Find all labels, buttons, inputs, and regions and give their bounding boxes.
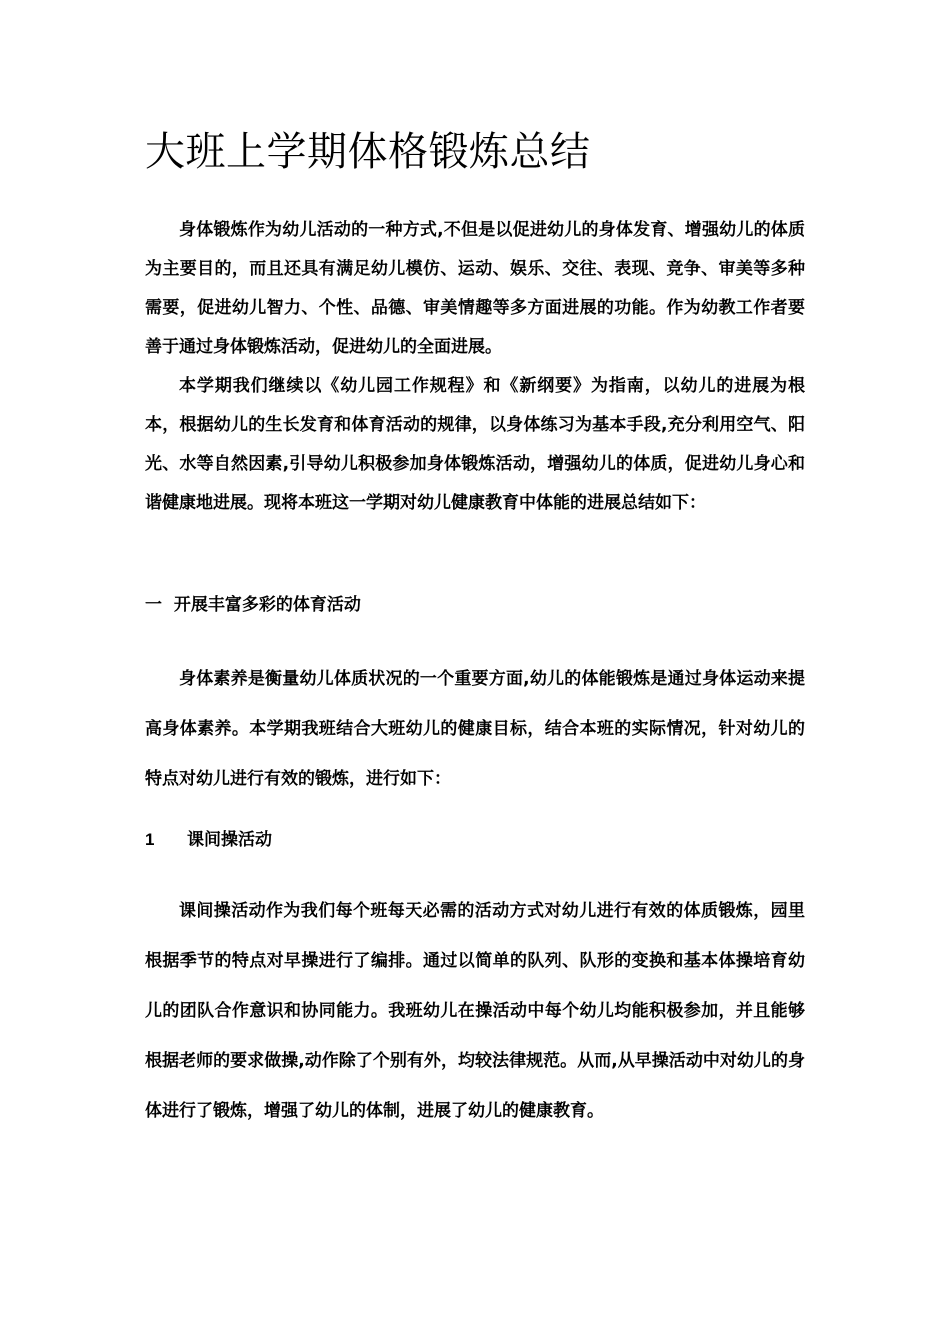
subsection-heading xyxy=(145,825,272,855)
subsection-title: 课间操活动 xyxy=(187,830,272,850)
fitness-paragraph: 身体素养是衡量幼儿体质状况的一个重要方面,幼儿的体能锻炼是通过身体运动来提高身体素养。本学期我班结合大班幼儿的健康目标，结合本班的实际情况，针对幼儿的特点对幼儿进行有效的锻炼，进行如下： xyxy=(145,669,805,789)
section-heading: 一 开展丰富多彩的体育活动 xyxy=(145,595,361,615)
subsection-number: 1 xyxy=(145,830,155,849)
intro-paragraph: 身体锻炼作为幼儿活动的一种方式,不但是以促进幼儿的身体发育、增强幼儿的体质为主要目的，而且还具有满足幼儿模仿、运动、娱乐、交往、表现、竞争、审美等多种需要，促进幼儿智力、个性、品德、审美情趣等多方面进展的功能。作为幼教工作者要善于通过身体锻炼活动，促进幼儿的全面进展。 xyxy=(145,220,805,357)
plan-paragraph: 本学期我们继续以《幼儿园工作规程》和《新纲要》为指南，以幼儿的进展为根本，根据幼儿的生长发育和体育活动的规律，以身体练习为基本手段,充分利用空气、阳光、水等自然因素,引导幼儿积极参加身体锻炼活动，增强幼儿的体质，促进幼儿身心和谐健康地进展。现将本班这一学期对幼儿健康教育中体能的进展总结如下： xyxy=(145,376,805,513)
exercise-paragraph: 课间操活动作为我们每个班每天必需的活动方式对幼儿进行有效的体质锻炼，园里根据季节的特点对早操进行了编排。通过以简单的队列、队形的变换和基本体操培育幼儿的团队合作意识和协同能力。我班幼儿在操活动中每个幼儿均能积极参加，并且能够根据老师的要求做操,动作除了个别有外，均较法律规范。从而,从早操活动中对幼儿的身体进行了锻炼，增强了幼儿的体制，进展了幼儿的健康教育。 xyxy=(145,901,805,1121)
document-title: 大班上学期体格锻炼总结 xyxy=(145,129,591,175)
